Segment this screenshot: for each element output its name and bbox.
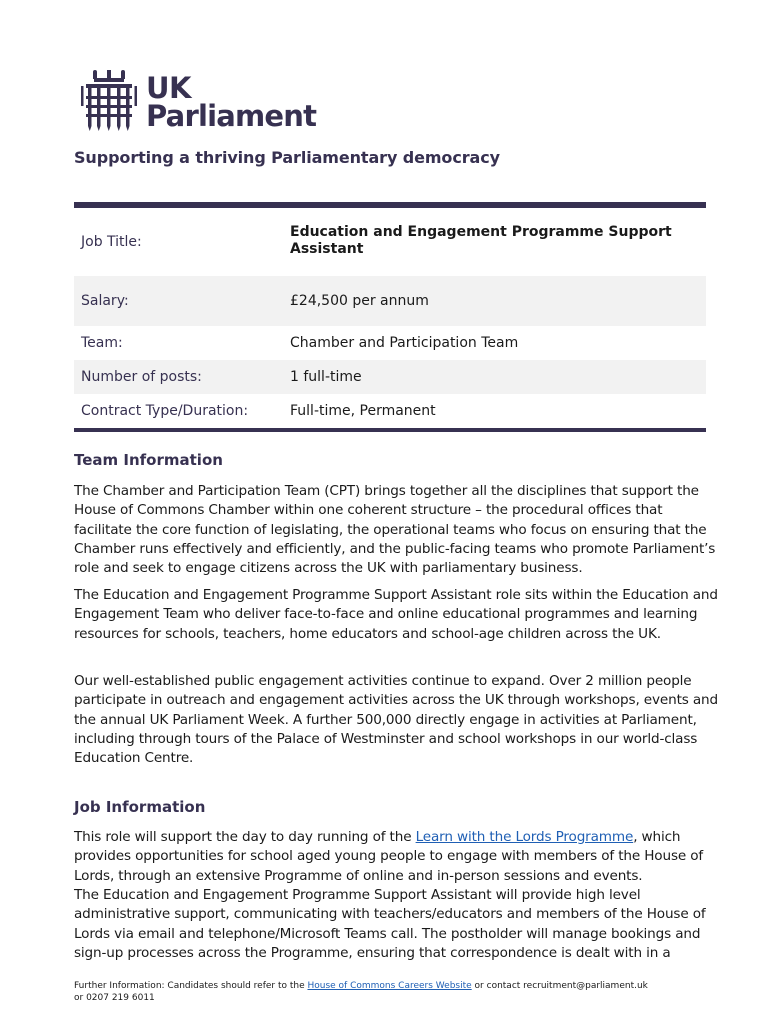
- job-info-p1-text-end: , which provides opportunities for school aged young people to engage with members of the House of Lords, through an extensive Programme of online and in-person sessions and events.: [74, 829, 704, 884]
- table-row-number-of-posts: [74, 360, 706, 394]
- footer-text-start: Further Information: Candidates should refer to the: [74, 981, 308, 991]
- page-tagline: Supporting a thriving Parliamentary democracy: [74, 148, 500, 167]
- team-info-paragraph-3: Our well-established public engagement activities continue to expand. Over 2 million people participate in outreach and engagement activities across the UK through workshops, events and the annual UK Parliament Week. A further 500,000 directly engage in activities at Parliament, including through tours of the Palace of Westminster and school workshops in our world-class Education Centre.: [74, 673, 719, 767]
- uk-parliament-logo: [80, 70, 316, 132]
- number-of-posts-label: Number of posts:: [81, 369, 202, 385]
- job-title-label: Job Title:: [81, 234, 142, 250]
- job-info-paragraph-2: The Education and Engagement Programme Support Assistant will provide high level administrative support, communicating with teachers/educators and members of the House of Lords via email and telephone/Microsoft Teams call. The postholder will manage bookings and sign-up processes across the Programme, ensuring that correspondence is dealt with in a: [74, 887, 706, 961]
- team-info-paragraph-1: The Chamber and Participation Team (CPT) brings together all the disciplines that support the House of Commons Chamber within one coherent structure – the procedural offices that facilitate the core function of legislating, the operational teams who focus on ensuring that the Chamber runs effectively and efficiently, and the public-facing teams who promote Parliament’s role and seek to engage citizens across the UK with parliamentary business.: [74, 483, 716, 577]
- table-row-job-title: [74, 208, 706, 276]
- contract-type-label: Contract Type/Duration:: [81, 403, 249, 419]
- footer-line-2: or 0207 219 6011: [74, 993, 155, 1003]
- portcullis-icon: [80, 70, 138, 132]
- job-title-value: Education and Engagement Programme Support Assistant: [290, 224, 672, 257]
- logo-text-parliament: Parliament: [146, 99, 317, 133]
- learn-with-the-lords-link[interactable]: Learn with the Lords Programme: [415, 829, 634, 845]
- logo-text-uk: UK: [146, 71, 192, 105]
- footer-text-end: or contact recruitment@parliament.uk: [471, 981, 648, 991]
- team-information-heading: Team Information: [74, 451, 223, 469]
- salary-value: £24,500 per annum: [290, 293, 429, 309]
- careers-website-link[interactable]: House of Commons Careers Website: [307, 981, 472, 991]
- job-information-heading: Job Information: [74, 798, 206, 816]
- job-details-table: [74, 202, 706, 432]
- table-row-team: [74, 326, 706, 360]
- job-info-paragraph-1: [74, 828, 724, 886]
- footer-line-1: [74, 980, 714, 992]
- contract-type-value: Full-time, Permanent: [290, 403, 436, 419]
- job-info-p1-text-start: This role will support the day to day running of the: [74, 829, 416, 845]
- team-value: Chamber and Participation Team: [290, 335, 519, 351]
- table-row-salary: [74, 276, 706, 326]
- table-row-contract-type: [74, 394, 706, 428]
- team-info-paragraph-2: The Education and Engagement Programme Support Assistant role sits within the Education and Engagement Team who deliver face-to-face and online educational programmes and learning resources for schools, teachers, home educators and school-age children across the UK.: [74, 587, 718, 642]
- team-label: Team:: [81, 335, 123, 351]
- salary-label: Salary:: [81, 293, 129, 309]
- number-of-posts-value: 1 full-time: [290, 369, 362, 385]
- page-footer: [74, 980, 714, 1004]
